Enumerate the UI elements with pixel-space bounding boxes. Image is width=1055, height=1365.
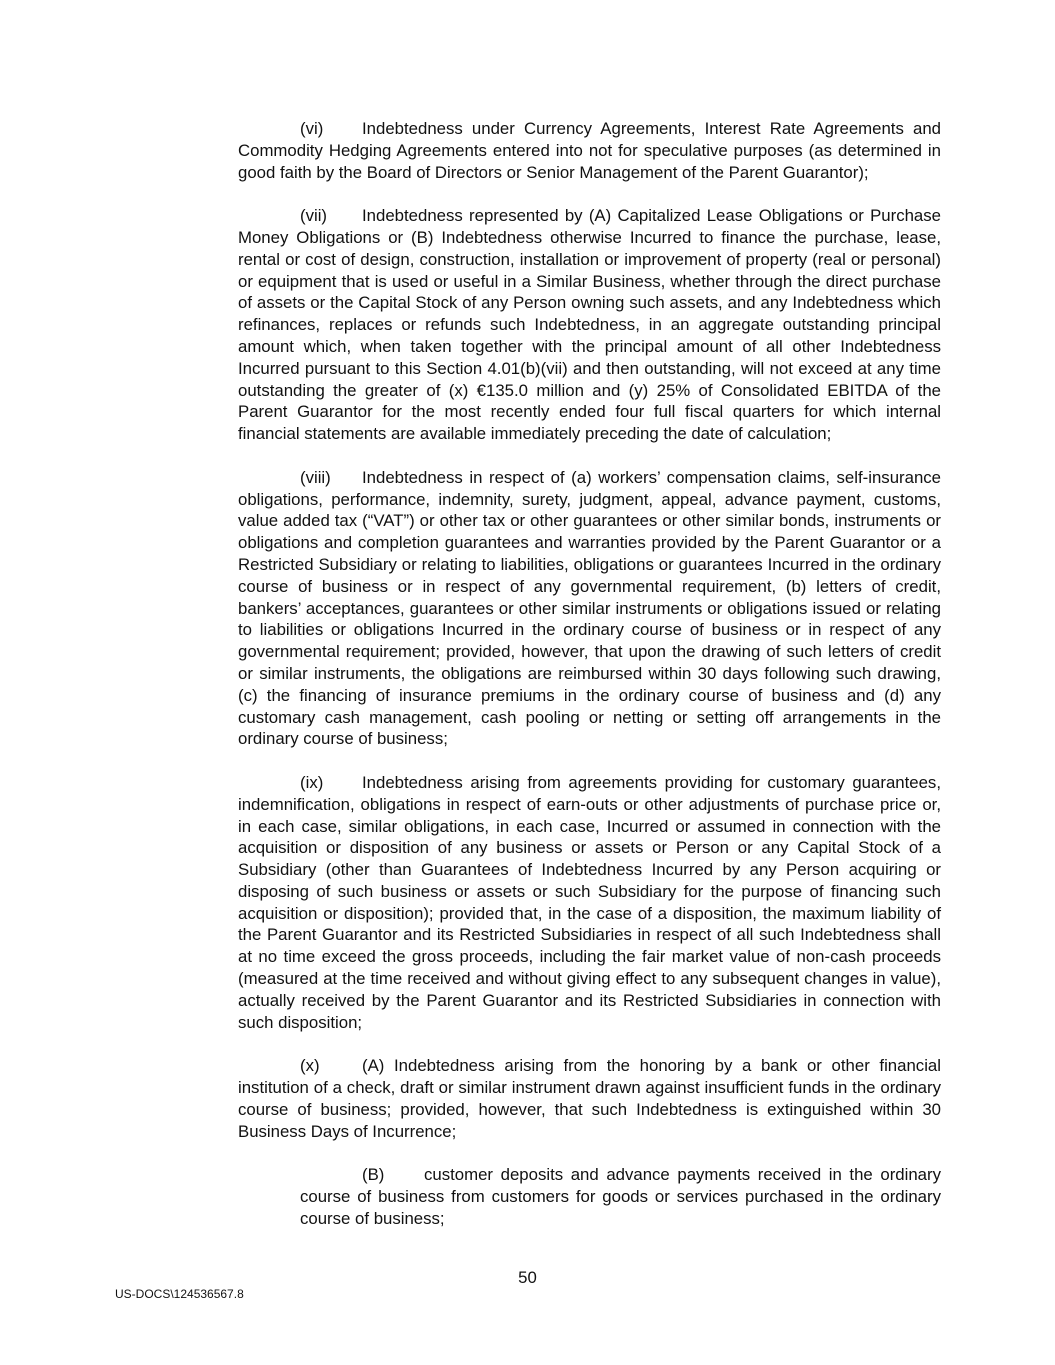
paragraph-viii [238,467,941,750]
paragraph-number: (x) [300,1056,320,1076]
paragraph-text: Indebtedness represented by (A) Capitalized Lease Obligations or Purchase Money Obligations or (B) Indebtedness otherwise Incurred to finance the purchase, lease, rental or cost of design, construction, installation or improvement of property (real or personal) or equipment that is used or useful in a Similar Business, whether through the direct purchase of assets or the Capital Stock of any Person owning such assets, and any Indebtedness which refinances, replaces or refunds such Indebtedness, in an aggregate outstanding principal amount which, when taken together with the principal amount of all other Indebtedness Incurred pursuant to this Section 4.01(b)(vii) and then outstanding, will not exceed at any time outstanding the greater of (x) €135.0 million and (y) 25% of Consolidated EBITDA of the Parent Guarantor for the most recently ended four full fiscal quarters for which internal financial statements are available immediately preceding the date of calculation; [238,206,941,444]
sub-paragraph-number: (B) [362,1165,385,1185]
paragraph-text: Indebtedness under Currency Agreements, Interest Rate Agreements and Commodity Hedging Agreements entered into not for speculative purposes (as determined in good faith by the Board of Directors or Senior Management of the Parent Guarantor); [238,119,941,182]
sub-paragraph-text: customer deposits and advance payments received in the ordinary course of business from customers for goods or services purchased in the ordinary course of business; [300,1165,941,1228]
document-body [238,118,941,1251]
paragraph-x [238,1055,941,1142]
paragraph-text: Indebtedness arising from agreements providing for customary guarantees, indemnification, obligations in respect of earn-outs or other adjustments of purchase price or, in each case, similar obligations, in each case, Incurred or assumed in connection with the acquisition or disposition of any business or assets or Person or any Capital Stock of a Subsidiary (other than Guarantees of Indebtedness Incurred by any Person acquiring or disposing of such business or assets or such Subsidiary for the purpose of financing such acquisition or disposition); provided that, in the case of a disposition, the maximum liability of the Parent Guarantor and its Restricted Subsidiaries in respect of all such Indebtedness shall at no time exceed the gross proceeds, including the fair market value of non-cash proceeds (measured at the time received and without giving effect to any subsequent changes in value), actually received by the Parent Guarantor and its Restricted Subsidiaries in connection with such disposition; [238,772,941,1032]
paragraph-number: (viii) [300,467,331,487]
paragraph-number: (vii) [300,206,328,226]
document-id: US-DOCS\124536567.8 [115,1287,244,1301]
paragraph-text: Indebtedness in respect of (a) workers’ compensation claims, self-insurance obligations, performance, indemnity, surety, judgment, appeal, advance payment, customs, value added tax (“VAT”) or other tax or other guarantees or other similar bonds, instruments or obligations and completion guarantees and warranties provided by the Parent Guarantor or a Restricted Subsidiary or relating to liabilities, obligations or guarantees Incurred in the ordinary course of business or in respect of any governmental requirement, (b) letters of credit, bankers’ acceptances, guarantees or other similar instruments or obligations issued or relating to liabilities or obligations Incurred in the ordinary course of business or in respect of any governmental requirement; provided, however, that upon the drawing of such letters of credit or similar instruments, the obligations are reimbursed within 30 days following such drawing, (c) the financing of insurance premiums in the ordinary course of business and (d) any customary cash management, cash pooling or netting or setting off arrangements in the ordinary course of business; [238,467,941,749]
page-number: 50 [518,1268,537,1287]
paragraph-vi [238,118,941,183]
sub-paragraph-b [300,1164,941,1229]
paragraph-text: (A) Indebtedness arising from the honoring by a bank or other financial institution of a check, draft or similar instrument drawn against insufficient funds in the ordinary course of business; provided, however, that such Indebtedness is extinguished within 30 Business Days of Incurrence; [238,1056,941,1141]
paragraph-ix [238,772,941,1034]
paragraph-number: (vi) [300,119,324,138]
paragraph-number: (ix) [300,772,324,792]
paragraph-vii [238,205,941,445]
